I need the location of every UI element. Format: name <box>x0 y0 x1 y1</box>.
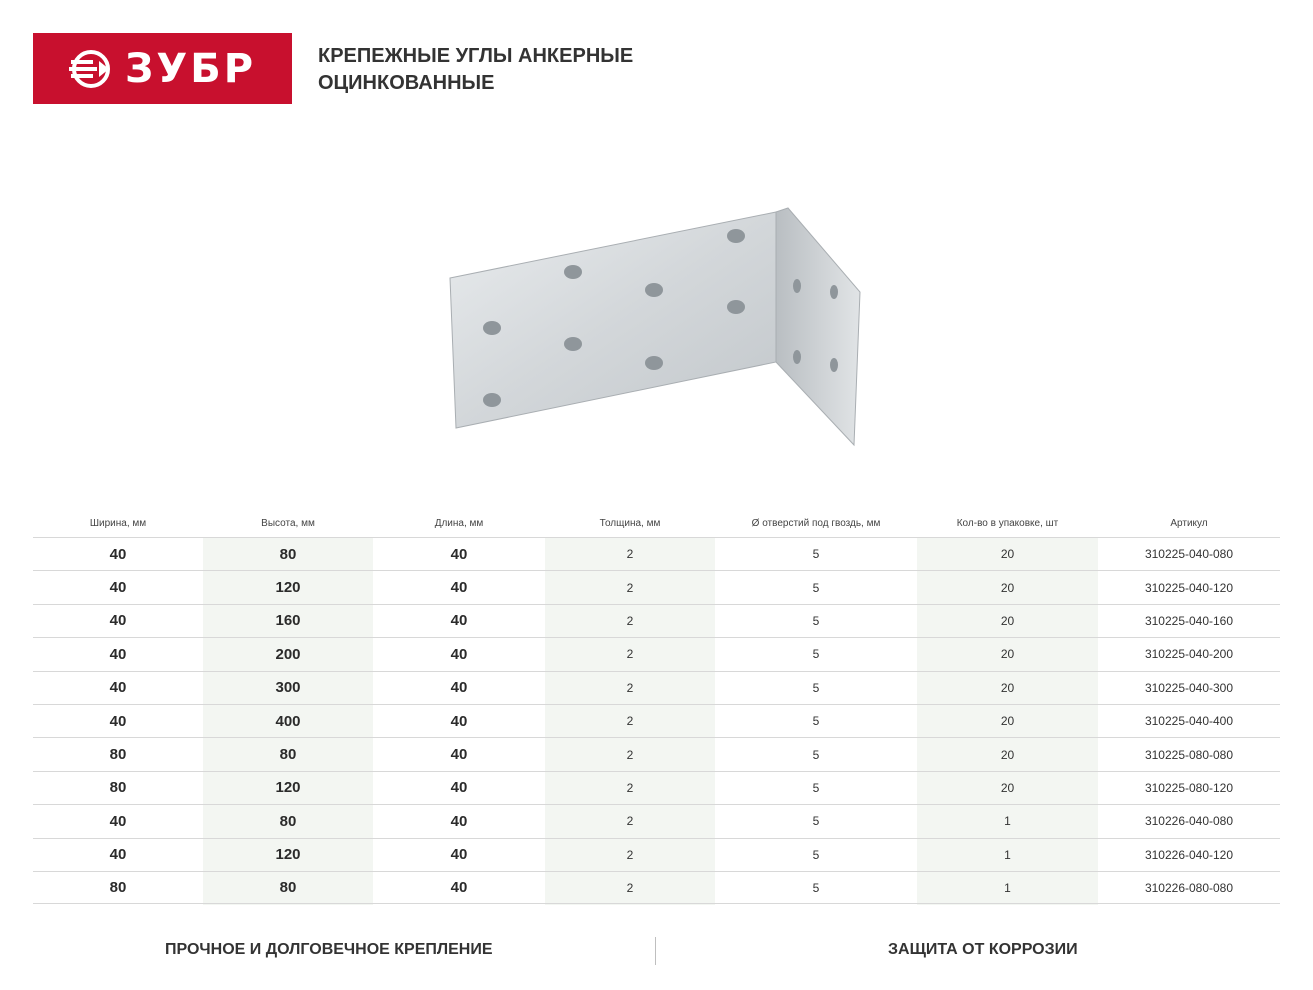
cell-length: 40 <box>450 779 468 797</box>
cell-pack-quantity: 20 <box>1000 680 1015 695</box>
table-row <box>33 537 1280 570</box>
cell-length: 40 <box>450 712 468 730</box>
cell-hole-diameter: 5 <box>812 747 820 762</box>
feature-strength: ПРОЧНОЕ И ДОЛГОВЕЧНОЕ КРЕПЛЕНИЕ <box>165 941 493 958</box>
header-height: Высота, мм <box>261 518 315 529</box>
cell-thickness: 2 <box>626 880 634 895</box>
cell-width: 40 <box>109 679 127 697</box>
cell-height: 80 <box>279 545 297 563</box>
cell-hole-diameter: 5 <box>812 847 820 862</box>
brand-logo <box>33 33 292 104</box>
cell-article: 310225-040-120 <box>1144 580 1234 595</box>
spec-table <box>33 510 1280 904</box>
cell-hole-diameter: 5 <box>812 680 820 695</box>
cell-hole-diameter: 5 <box>812 580 820 595</box>
cell-pack-quantity: 20 <box>1000 747 1015 762</box>
page-title <box>318 43 633 97</box>
table-row <box>33 871 1280 904</box>
cell-length: 40 <box>450 545 468 563</box>
cell-pack-quantity: 1 <box>1004 814 1011 829</box>
table-row <box>33 637 1280 670</box>
cell-length: 40 <box>450 612 468 630</box>
cell-thickness: 2 <box>626 714 634 729</box>
cell-height: 120 <box>275 779 301 797</box>
angle-bracket-icon <box>440 200 870 455</box>
cell-thickness: 2 <box>626 547 634 562</box>
cell-length: 40 <box>450 812 468 830</box>
cell-pack-quantity: 1 <box>1004 847 1011 862</box>
cell-thickness: 2 <box>626 847 634 862</box>
cell-pack-quantity: 20 <box>1000 547 1015 562</box>
header-length: Длина, мм <box>434 518 484 529</box>
cell-pack-quantity: 20 <box>1000 613 1015 628</box>
cell-article: 310225-080-120 <box>1144 780 1234 795</box>
table-row <box>33 604 1280 637</box>
cell-article: 310225-040-160 <box>1144 613 1234 628</box>
header-thickness: Толщина, мм <box>599 518 661 529</box>
cell-hole-diameter: 5 <box>812 814 820 829</box>
table-body <box>33 537 1280 904</box>
cell-hole-diameter: 5 <box>812 780 820 795</box>
footer-divider <box>655 937 656 965</box>
cell-width: 40 <box>109 846 127 864</box>
cell-width: 40 <box>109 712 127 730</box>
cell-width: 40 <box>109 812 127 830</box>
cell-hole-diameter: 5 <box>812 714 820 729</box>
cell-height: 120 <box>275 846 301 864</box>
cell-article: 310226-080-080 <box>1144 880 1234 895</box>
cell-height: 80 <box>279 879 297 897</box>
table-row <box>33 737 1280 770</box>
cell-thickness: 2 <box>626 814 634 829</box>
cell-hole-diameter: 5 <box>812 647 820 662</box>
footer <box>0 935 1313 965</box>
cell-height: 80 <box>279 812 297 830</box>
cell-pack-quantity: 1 <box>1004 880 1011 895</box>
header-pack-quantity: Кол-во в упаковке, шт <box>956 518 1059 529</box>
header-article: Артикул <box>1170 518 1208 529</box>
cell-height: 80 <box>279 746 297 764</box>
cell-height: 300 <box>275 679 301 697</box>
table-header <box>33 510 1280 537</box>
header-hole-diameter: Ø отверстий под гвоздь, мм <box>751 518 881 529</box>
cell-article: 310225-040-400 <box>1144 714 1234 729</box>
cell-article: 310225-040-200 <box>1144 647 1234 662</box>
cell-thickness: 2 <box>626 613 634 628</box>
title-line-2: ОЦИНКОВАННЫЕ <box>318 72 495 94</box>
cell-length: 40 <box>450 645 468 663</box>
cell-length: 40 <box>450 879 468 897</box>
table-row <box>33 704 1280 737</box>
cell-pack-quantity: 20 <box>1000 780 1015 795</box>
cell-article: 310225-040-080 <box>1144 547 1234 562</box>
cell-width: 40 <box>109 612 127 630</box>
cell-hole-diameter: 5 <box>812 880 820 895</box>
cell-hole-diameter: 5 <box>812 547 820 562</box>
cell-width: 40 <box>109 579 127 597</box>
cell-hole-diameter: 5 <box>812 613 820 628</box>
cell-length: 40 <box>450 679 468 697</box>
cell-length: 40 <box>450 746 468 764</box>
table-row <box>33 771 1280 804</box>
cell-article: 310226-040-080 <box>1144 814 1234 829</box>
cell-width: 80 <box>109 746 127 764</box>
cell-width: 40 <box>109 645 127 663</box>
table-row <box>33 570 1280 603</box>
cell-thickness: 2 <box>626 580 634 595</box>
header-width: Ширина, мм <box>89 518 147 529</box>
title-line-1: КРЕПЕЖНЫЕ УГЛЫ АНКЕРНЫЕ <box>318 45 634 67</box>
cell-height: 400 <box>275 712 301 730</box>
cell-height: 200 <box>275 645 301 663</box>
cell-pack-quantity: 20 <box>1000 647 1015 662</box>
brand-name: ЗУБР <box>124 45 257 92</box>
cell-thickness: 2 <box>626 680 634 695</box>
cell-length: 40 <box>450 579 468 597</box>
feature-corrosion: ЗАЩИТА ОТ КОРРОЗИИ <box>888 941 1078 958</box>
cell-width: 80 <box>109 779 127 797</box>
cell-article: 310226-040-120 <box>1144 847 1234 862</box>
cell-height: 160 <box>275 612 301 630</box>
cell-length: 40 <box>450 846 468 864</box>
speed-lines-icon <box>69 50 115 88</box>
table-row <box>33 838 1280 871</box>
cell-pack-quantity: 20 <box>1000 580 1015 595</box>
cell-article: 310225-040-300 <box>1144 680 1234 695</box>
cell-height: 120 <box>275 579 301 597</box>
cell-article: 310225-080-080 <box>1144 747 1234 762</box>
cell-thickness: 2 <box>626 747 634 762</box>
table-row <box>33 804 1280 837</box>
cell-thickness: 2 <box>626 780 634 795</box>
cell-pack-quantity: 20 <box>1000 714 1015 729</box>
cell-width: 40 <box>109 545 127 563</box>
table-row <box>33 671 1280 704</box>
cell-width: 80 <box>109 879 127 897</box>
cell-thickness: 2 <box>626 647 634 662</box>
